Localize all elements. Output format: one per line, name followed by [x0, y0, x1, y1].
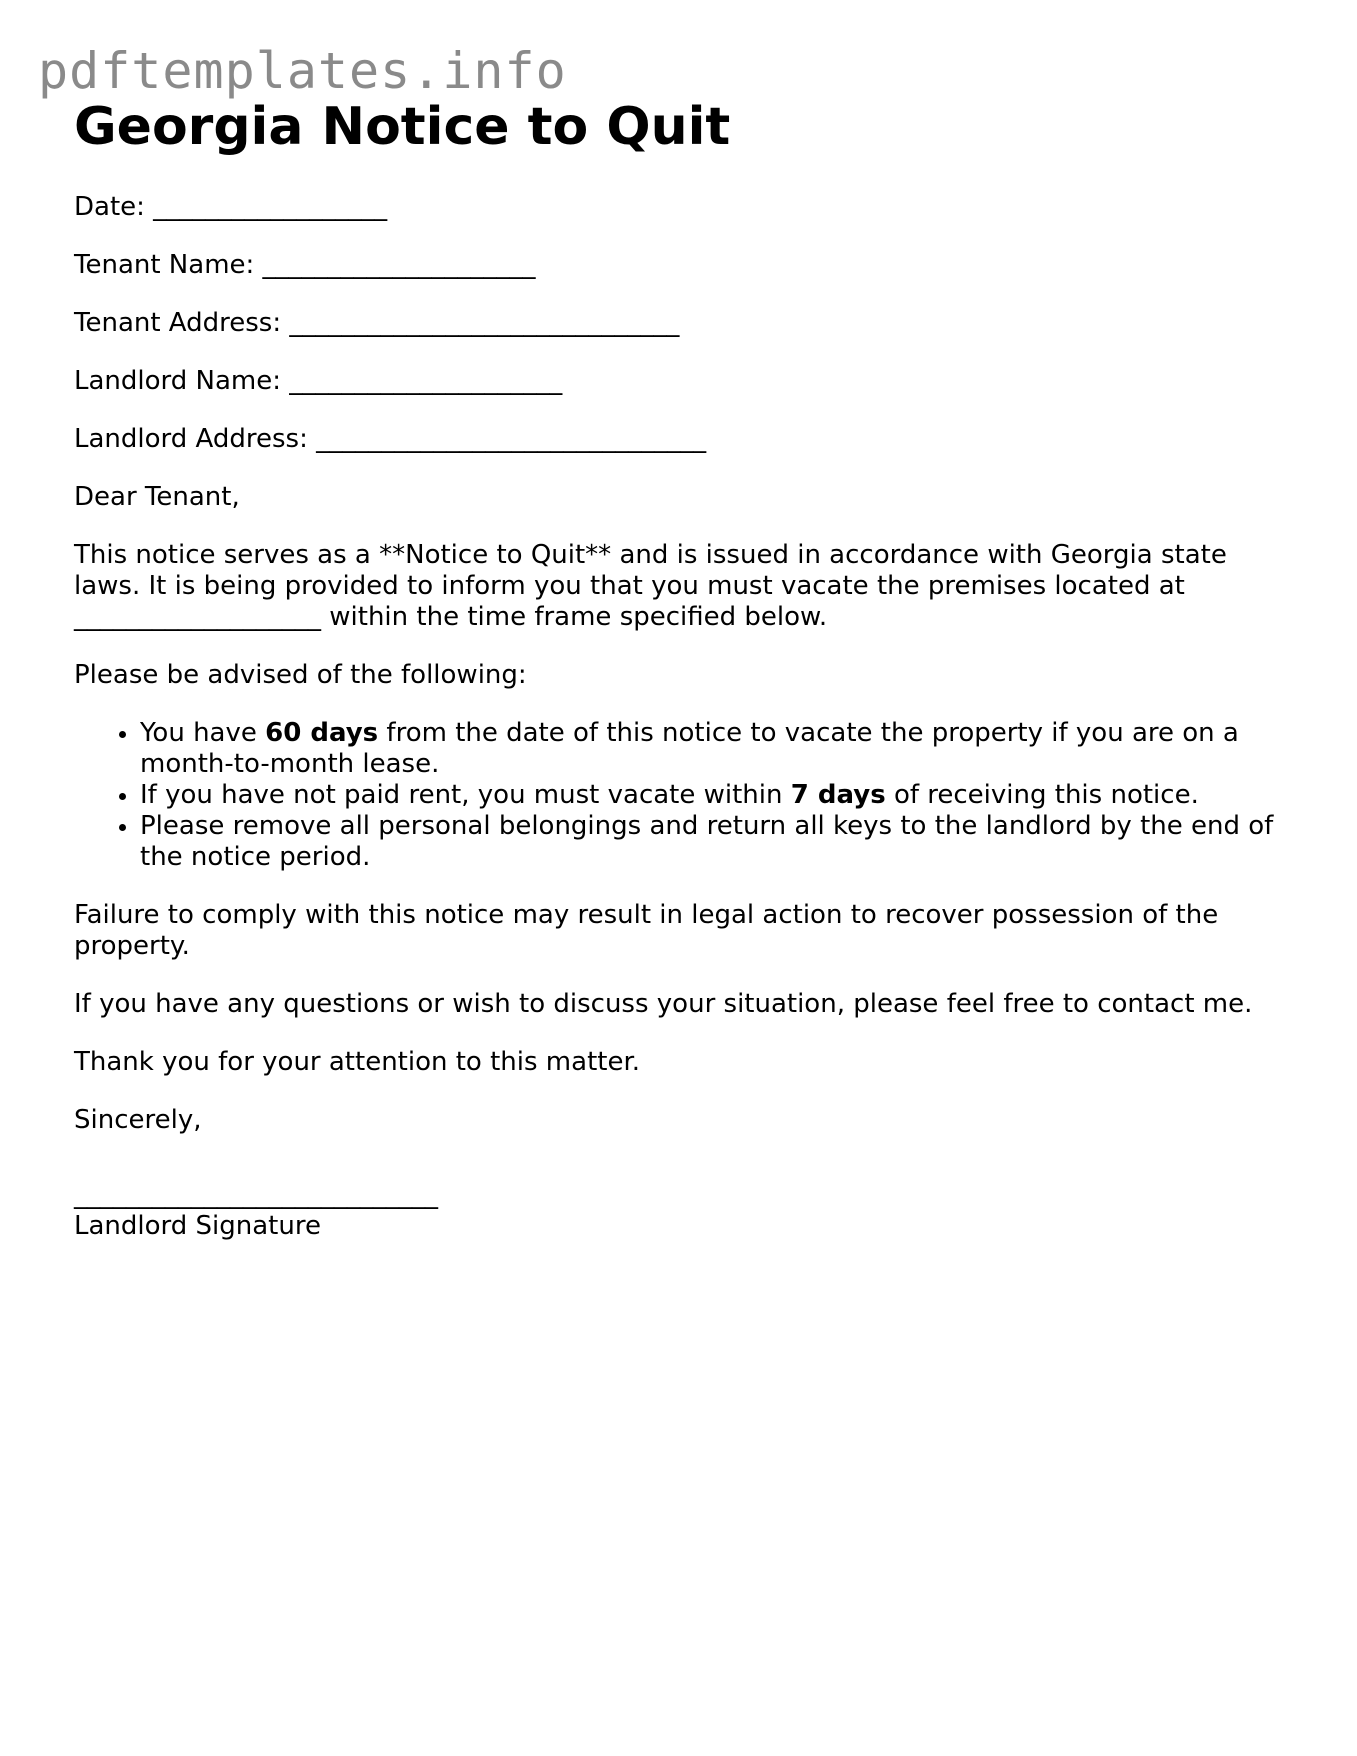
advised-paragraph: Please be advised of the following: — [74, 660, 527, 690]
list-item-text: of receiving this notice. — [885, 780, 1199, 810]
salutation: Dear Tenant, — [74, 482, 240, 512]
landlord-address-field: Landlord Address: ______________________________ — [74, 424, 707, 454]
date-field: Date: __________________ — [74, 192, 388, 222]
document-page — [74, 92, 1294, 1242]
list-item — [140, 718, 1294, 780]
signature-label: Landlord Signature — [74, 1211, 321, 1241]
tenant-address-field: Tenant Address: ______________________________ — [74, 308, 680, 338]
watermark: pdftemplates.info — [38, 42, 567, 100]
questions-paragraph: If you have any questions or wish to discuss your situation, please feel free to contact me. — [74, 989, 1253, 1019]
list-item-text: Please remove all personal belongings and return all keys to the landlord by the end of the notice period. — [140, 811, 1274, 872]
list-item-emphasis: 7 days — [790, 780, 886, 810]
terms-list — [74, 718, 1294, 873]
list-item — [140, 811, 1294, 873]
list-item — [140, 780, 1294, 811]
thanks-paragraph: Thank you for your attention to this matter. — [74, 1047, 641, 1077]
list-item-emphasis: 60 days — [265, 718, 379, 748]
header-fields — [74, 192, 1294, 455]
document-title: Georgia Notice to Quit — [74, 97, 731, 157]
signature-line: ____________________________ — [74, 1180, 438, 1210]
failure-paragraph: Failure to comply with this notice may result in legal action to recover possession of the property. — [74, 900, 1219, 961]
list-item-text: If you have not paid rent, you must vacate within — [140, 780, 791, 810]
tenant-name-field: Tenant Name: _____________________ — [74, 250, 536, 280]
landlord-name-field: Landlord Name: _____________________ — [74, 366, 563, 396]
list-item-text: from the date of this notice to vacate the property if you are on a month-to-month lease. — [140, 718, 1239, 779]
closing: Sincerely, — [74, 1105, 202, 1135]
intro-paragraph: This notice serves as a **Notice to Quit** and is issued in accordance with Georgia state laws. It is being provided to inform you that you must vacate the premises located at ___________________ within the time frame specified below. — [74, 540, 1227, 632]
list-item-text: You have — [140, 718, 266, 748]
